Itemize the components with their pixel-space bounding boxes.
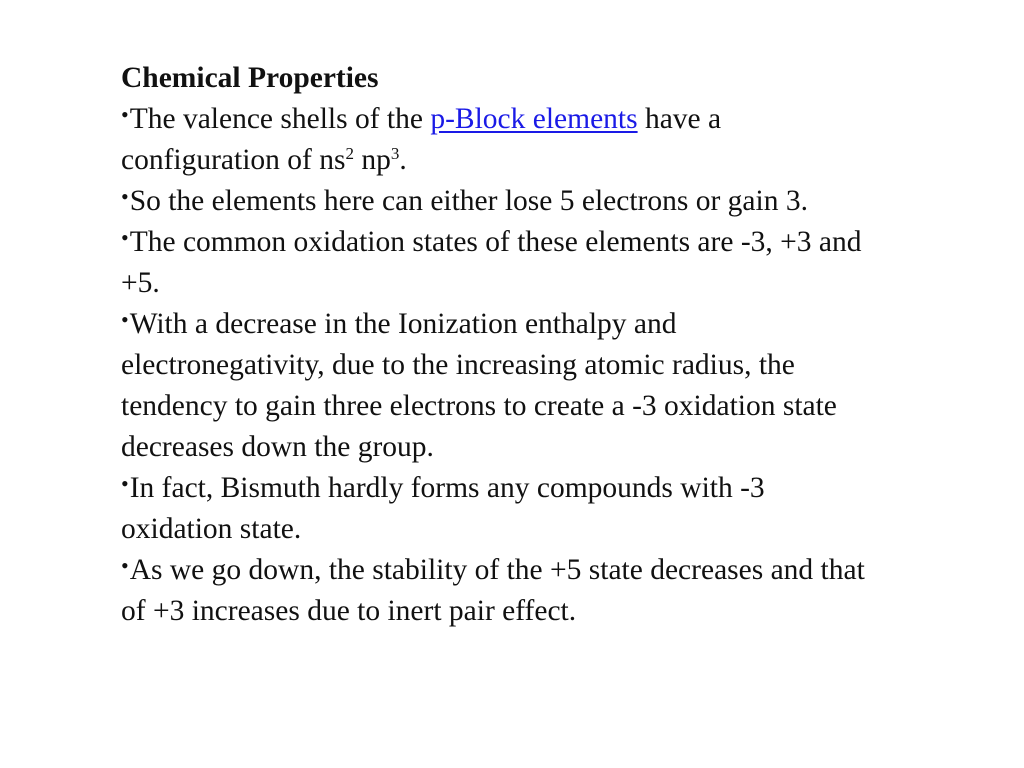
bullet-text: . (399, 144, 407, 176)
bullet-text: So the elements here can either lose 5 electrons or gain 3. (129, 185, 808, 217)
bullet-item-2 (121, 181, 881, 222)
bullet-marker: • (121, 102, 129, 127)
bullet-text: The valence shells of the (129, 103, 431, 135)
bullet-marker: • (121, 184, 129, 209)
bullet-text: With a decrease in the Ionization enthalpy and electronegativity, due to the increasing atomic radius, the tendency to gain three electrons to create a -3 oxidation state decreases down the group. (121, 308, 837, 463)
bullet-marker: • (121, 553, 129, 578)
superscript: 3 (390, 144, 400, 163)
bullet-item-6 (121, 550, 881, 632)
bullet-text: have a configuration of ns (121, 103, 722, 176)
bullet-marker: • (121, 307, 129, 332)
bullet-text: In fact, Bismuth hardly forms any compounds with -3 oxidation state. (121, 472, 765, 545)
bullet-marker: • (121, 471, 129, 496)
slide-title: Chemical Properties (121, 62, 379, 94)
bullet-item-3 (121, 222, 881, 304)
slide-content (121, 58, 881, 632)
bullet-item-4 (121, 304, 881, 468)
p-block-elements-link[interactable]: p-Block elements (430, 103, 638, 135)
bullet-item-5 (121, 468, 881, 550)
bullet-text: np (353, 144, 391, 176)
bullet-item-1 (121, 99, 881, 181)
superscript: 2 (345, 144, 354, 163)
bullet-text: The common oxidation states of these elements are -3, +3 and +5. (121, 226, 862, 299)
bullet-marker: • (121, 225, 129, 250)
bullet-text: As we go down, the stability of the +5 state decreases and that of +3 increases due to inert pair effect. (121, 554, 865, 627)
